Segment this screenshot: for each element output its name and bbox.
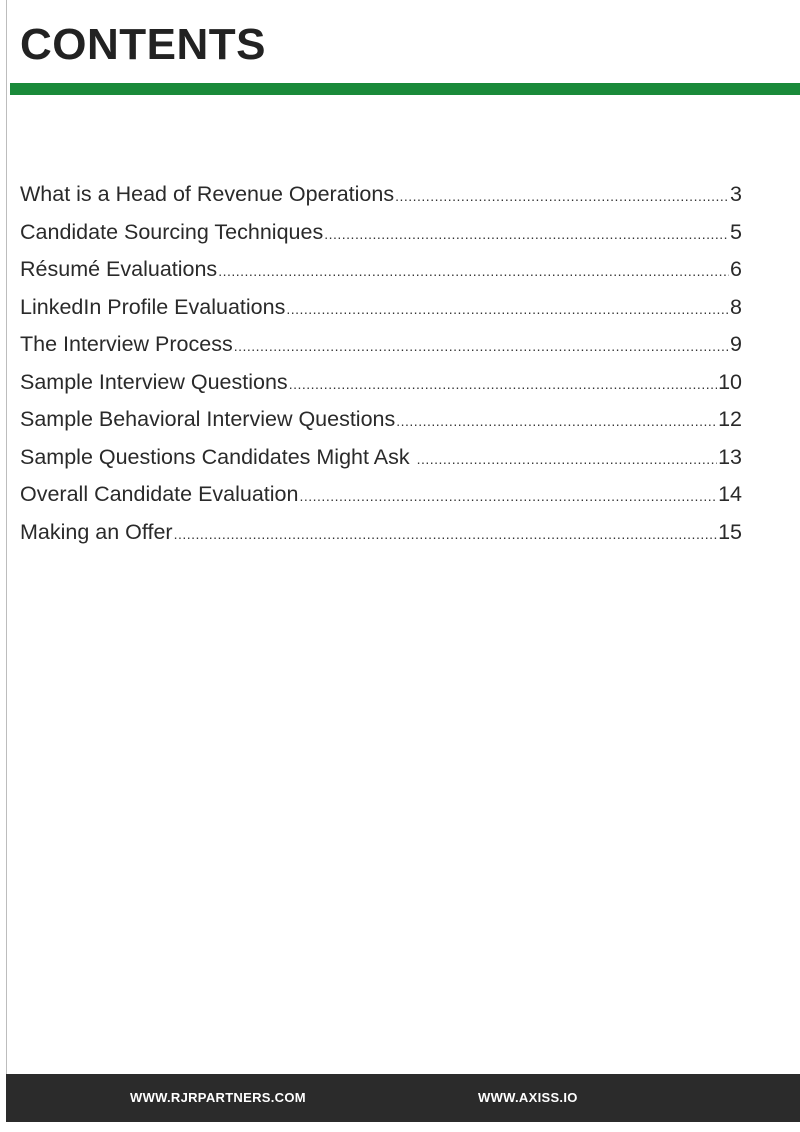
toc-entry[interactable]	[20, 214, 742, 252]
toc-entry-label: LinkedIn Profile Evaluations	[20, 294, 286, 319]
toc-entry[interactable]	[20, 364, 742, 402]
toc-page-number: 8	[730, 294, 742, 319]
toc-entry[interactable]	[20, 251, 742, 289]
toc-page-number: 5	[730, 219, 742, 244]
toc-entry-label: Sample Behavioral Interview Questions	[20, 407, 396, 431]
toc-entry[interactable]	[20, 476, 742, 514]
toc-page-number: 3	[730, 182, 742, 206]
title-underline-bar	[10, 83, 800, 95]
toc-page-number: 10	[718, 369, 742, 394]
toc-entry[interactable]	[20, 514, 742, 552]
toc-entry-label: Overall Candidate Evaluation	[20, 482, 299, 506]
toc-entry[interactable]	[20, 439, 742, 477]
toc-dot-leader	[218, 253, 729, 291]
toc-entry[interactable]	[20, 401, 742, 439]
footer-link-rjrpartners[interactable]: WWW.RJRPARTNERS.COM	[130, 1090, 306, 1105]
toc-page-number: 15	[718, 519, 742, 544]
toc-dot-leader	[286, 291, 729, 329]
toc-page-number: 9	[730, 332, 742, 356]
toc-dot-leader	[324, 216, 729, 254]
toc-entry-label: What is a Head of Revenue Operations	[20, 182, 395, 206]
toc-page-number: 12	[718, 407, 742, 431]
toc-entry-label: Candidate Sourcing Techniques	[20, 219, 324, 244]
toc-entry-label: The Interview Process	[20, 332, 233, 356]
toc-page-number: 6	[730, 257, 742, 281]
toc-dot-leader	[289, 366, 717, 404]
toc-entry-label: Sample Questions Candidates Might Ask	[20, 444, 416, 469]
toc-dot-leader	[396, 403, 717, 441]
toc-page-number: 13	[718, 444, 742, 469]
toc-page-number: 14	[718, 482, 742, 506]
table-of-contents	[20, 176, 742, 551]
page-left-border	[6, 0, 7, 1074]
toc-dot-leader	[417, 441, 718, 479]
footer-link-axiss[interactable]: WWW.AXISS.IO	[478, 1090, 578, 1105]
toc-entry-label: Sample Interview Questions	[20, 369, 288, 394]
toc-entry[interactable]	[20, 326, 742, 364]
toc-dot-leader	[395, 178, 729, 216]
toc-dot-leader	[234, 328, 729, 366]
toc-dot-leader	[174, 516, 718, 554]
toc-entry-label: Résumé Evaluations	[20, 257, 218, 281]
toc-entry[interactable]	[20, 176, 742, 214]
toc-dot-leader	[299, 478, 717, 516]
footer-bar	[6, 1074, 800, 1122]
toc-entry[interactable]	[20, 289, 742, 327]
toc-entry-label: Making an Offer	[20, 519, 173, 544]
page-title: CONTENTS	[20, 20, 266, 69]
